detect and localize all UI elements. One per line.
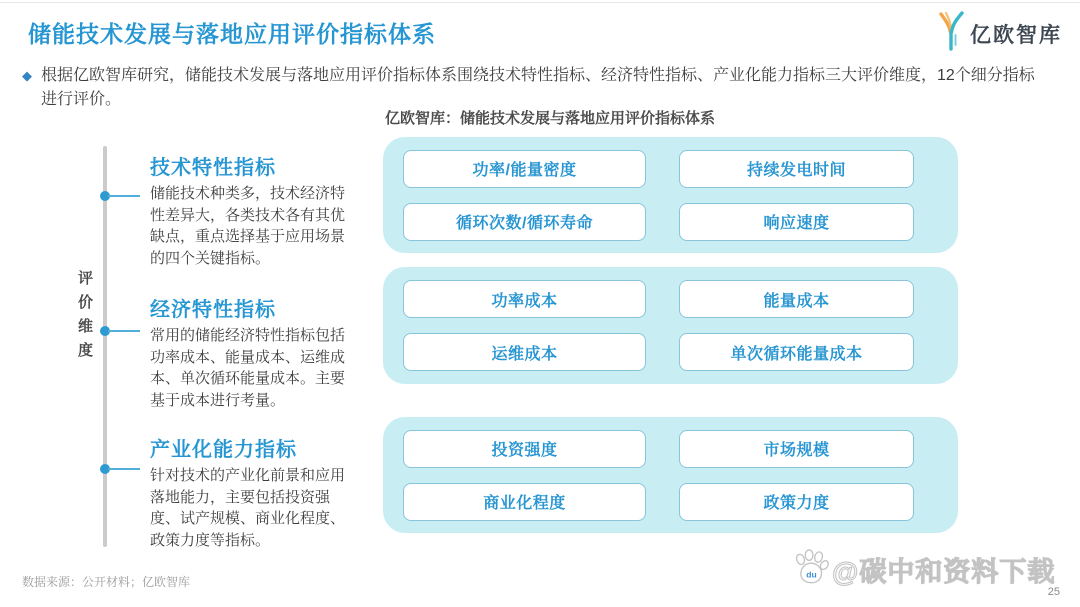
paw-icon bbox=[792, 548, 830, 591]
watermark bbox=[792, 548, 1055, 591]
section-description-tech: 储能技术种类多，技术经济特性差异大，各类技术各有其优缺点，重点选择基于应用场景的四个关键指标。 bbox=[150, 185, 346, 267]
section-connector bbox=[108, 468, 140, 470]
indicator-pill: 运维成本 bbox=[403, 333, 646, 371]
indicator-pill: 单次循环能量成本 bbox=[679, 333, 914, 371]
panel-tech-indicators bbox=[383, 137, 958, 253]
intro-text: 根据亿欧智库研究，储能技术发展与落地应用评价指标体系围绕技术特性指标、经济特性指标、产业化能力指标三大评价维度，12个细分指标进行评价。 bbox=[41, 67, 1035, 108]
page-number: 25 bbox=[1047, 586, 1060, 598]
section-connector bbox=[108, 330, 140, 332]
panel-industrialization-indicators bbox=[383, 417, 958, 533]
logo-text: 亿欧智库 bbox=[970, 23, 1062, 47]
indicator-pill: 能量成本 bbox=[679, 280, 914, 318]
section-heading-economic: 经济特性指标 bbox=[150, 299, 276, 321]
data-source-note: 数据来源：公开材料；亿欧智库 bbox=[22, 575, 191, 589]
indicator-pill: 功率成本 bbox=[403, 280, 646, 318]
indicator-pill: 投资强度 bbox=[403, 430, 646, 468]
section-description-industrialization: 针对技术的产业化前景和应用落地能力，主要包括投资强度、试产规模、商业化程度、政策力度等指标。 bbox=[150, 467, 346, 549]
indicator-pill: 政策力度 bbox=[679, 483, 914, 521]
indicator-pill: 商业化程度 bbox=[403, 483, 646, 521]
axis-label: 评价维度 bbox=[76, 270, 93, 366]
top-divider bbox=[0, 2, 1080, 3]
indicator-pill: 持续发电时间 bbox=[679, 150, 914, 188]
panel-economic-indicators bbox=[383, 267, 958, 384]
axis-line bbox=[103, 146, 107, 547]
indicator-pill: 循环次数/循环寿命 bbox=[403, 203, 646, 241]
section-connector bbox=[108, 195, 140, 197]
indicator-pill: 市场规模 bbox=[679, 430, 914, 468]
section-description-economic: 常用的储能经济特性指标包括功率成本、能量成本、运维成本、单次循环能量成本。主要基于成本进行考量。 bbox=[150, 327, 346, 409]
diamond-bullet-icon: ◆ bbox=[22, 68, 32, 83]
section-heading-industrialization: 产业化能力指标 bbox=[150, 439, 297, 461]
intro-paragraph bbox=[22, 64, 1048, 112]
section-heading-tech: 技术特性指标 bbox=[150, 157, 276, 179]
logo-y-icon bbox=[936, 11, 966, 56]
paw-du-text: du bbox=[806, 569, 817, 580]
figure-caption: 亿欧智库：储能技术发展与落地应用评价指标体系 bbox=[385, 110, 716, 127]
indicator-pill: 响应速度 bbox=[679, 203, 914, 241]
watermark-text: @碳中和资料下载 bbox=[832, 557, 1056, 587]
indicator-pill: 功率/能量密度 bbox=[403, 150, 646, 188]
brand-logo bbox=[936, 11, 1062, 56]
page-title: 储能技术发展与落地应用评价指标体系 bbox=[28, 21, 436, 47]
